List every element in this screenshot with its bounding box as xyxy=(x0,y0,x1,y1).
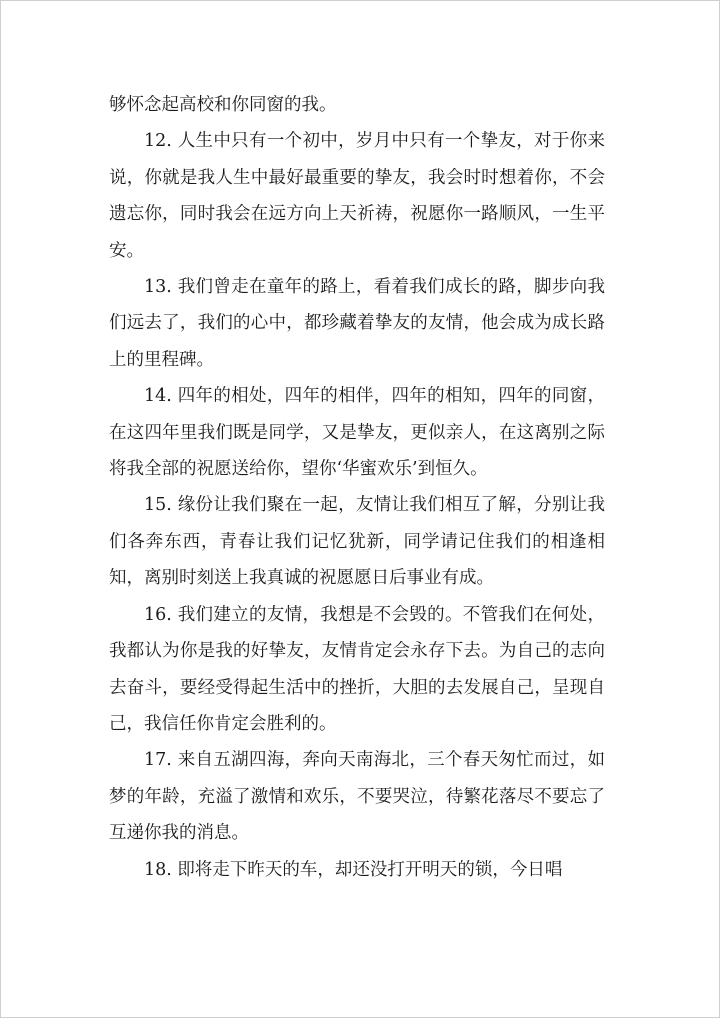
paragraph-15 xyxy=(109,487,605,596)
paragraph-number: 14. xyxy=(144,386,172,407)
paragraph-text: 四年的相处，四年的相伴，四年的相知，四年的同窗，在这四年里我们既是同学，又是挚友，更似亲人，在这离别之际将我全部的祝愿送给你，望你‘华蜜欢乐’到恒久。 xyxy=(109,386,605,480)
paragraph-12 xyxy=(109,123,605,269)
paragraph-text: 即将走下昨天的车，却还没打开明天的锁，今日唱 xyxy=(177,859,563,880)
paragraph-17 xyxy=(109,742,605,851)
paragraph-text: 人生中只有一个初中，岁月中只有一个挚友，对于你来说，你就是我人生中最好最重要的挚友，我会时时想着你，不会遗忘你，同时我会在远方向上天祈祷，祝愿你一路顺风，一生平安。 xyxy=(109,131,605,261)
paragraph-number: 18. xyxy=(144,859,172,880)
paragraph-18 xyxy=(109,852,605,888)
paragraph-continued xyxy=(109,87,605,123)
paragraph-text: 够怀念起高校和你同窗的我。 xyxy=(109,95,337,115)
paragraph-number: 15. xyxy=(144,495,172,516)
paragraph-13 xyxy=(109,269,605,378)
paragraph-text: 来自五湖四海，奔向天南海北，三个春天匆忙而过，如梦的年龄，充溢了激情和欢乐，不要哭泣，待繁花落尽不要忘了互递你我的消息。 xyxy=(109,750,605,844)
paragraph-number: 12. xyxy=(144,131,172,152)
paragraph-number: 16. xyxy=(144,604,172,625)
paragraph-number: 13. xyxy=(144,277,172,298)
document-body xyxy=(109,87,605,888)
paragraph-16 xyxy=(109,597,605,743)
paragraph-14 xyxy=(109,378,605,487)
paragraph-text: 我们曾走在童年的路上，看着我们成长的路，脚步向我们远去了，我们的心中，都珍藏着挚友的友情，他会成为成长路上的里程碑。 xyxy=(109,277,605,370)
paragraph-text: 我们建立的友情，我想是不会毁的。不管我们在何处，我都认为你是我的好挚友，友情肯定会永存下去。为自己的志向去奋斗，要经受得起生活中的挫折，大胆的去发展自己，呈现自己，我信任你肯定会胜利的。 xyxy=(109,604,605,734)
paragraph-text: 缘份让我们聚在一起，友情让我们相互了解，分别让我们各奔东西，青春让我们记忆犹新，同学请记住我们的相逢相知，离别时刻送上我真诚的祝愿愿日后事业有成。 xyxy=(109,495,605,589)
paragraph-number: 17. xyxy=(144,750,172,771)
